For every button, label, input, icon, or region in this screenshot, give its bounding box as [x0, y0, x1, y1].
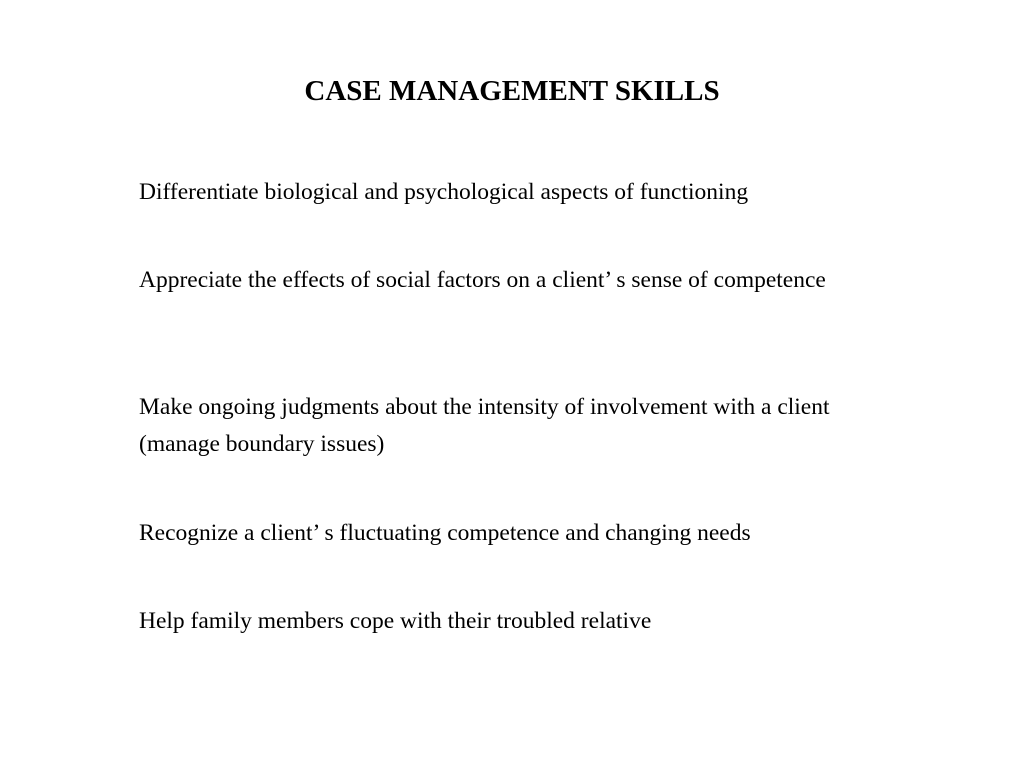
- skill-item: Differentiate biological and psychological aspects of functioning: [139, 179, 749, 205]
- skill-item: Make ongoing judgments about the intensity of involvement with a client (manage boundary issues): [139, 394, 830, 457]
- skill-item: Help family members cope with their troubled relative: [139, 608, 652, 634]
- slide-title: CASE MANAGEMENT SKILLS: [304, 75, 720, 107]
- skill-item: Appreciate the effects of social factors on a client’ s sense of competence: [139, 267, 826, 293]
- skill-item: Recognize a client’ s fluctuating competence and changing needs: [139, 520, 751, 546]
